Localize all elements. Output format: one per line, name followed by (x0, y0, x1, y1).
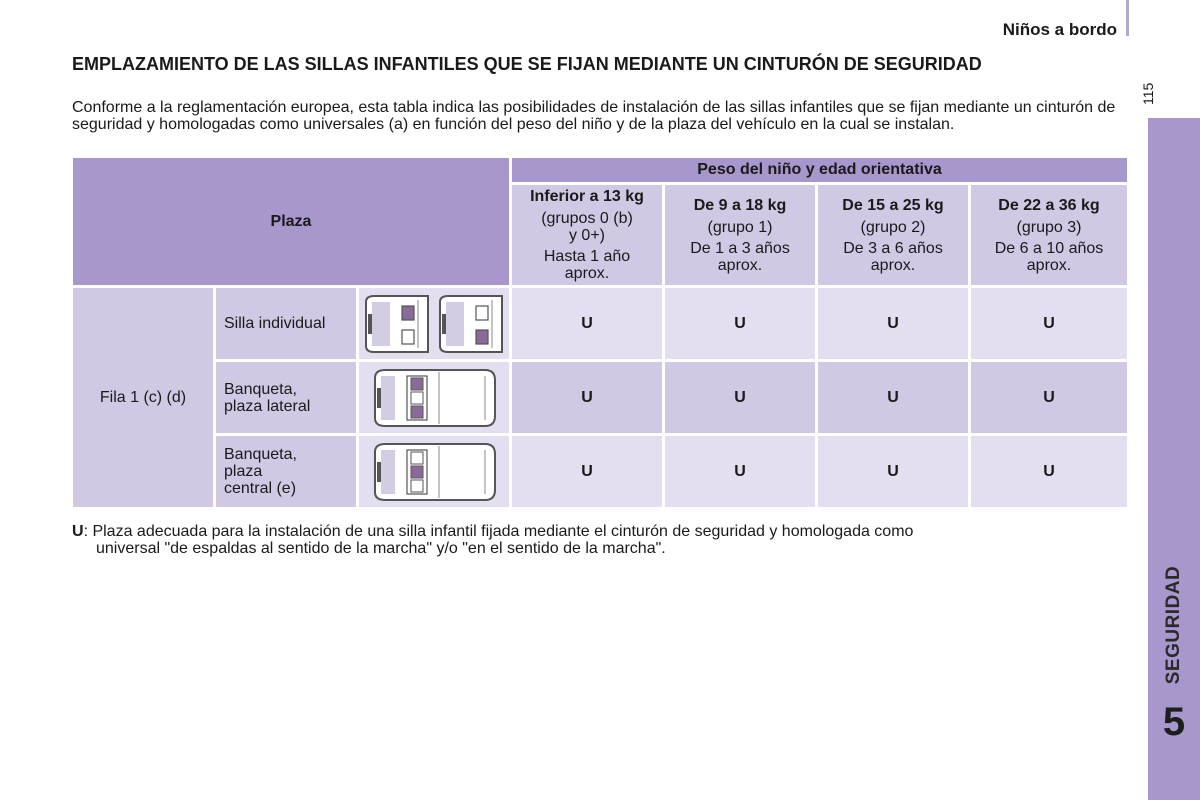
value-cell: U (971, 362, 1127, 433)
weight-header: Peso del niño y edad orientativa (512, 158, 1127, 182)
plaza-header: Plaza (73, 158, 509, 285)
car-diagram-icon (369, 440, 499, 504)
header-rule (1126, 0, 1129, 36)
column-header-3: De 22 a 36 kg (grupo 3) De 6 a 10 años aprox. (971, 185, 1127, 285)
value-cell: U (971, 288, 1127, 359)
value-cell: U (512, 436, 662, 507)
value-cell: U (512, 288, 662, 359)
chapter-label: SEGURIDAD (1163, 565, 1184, 685)
value-cell: U (818, 436, 968, 507)
table-row (73, 288, 1127, 359)
value-cell: U (665, 436, 815, 507)
intro-paragraph: Conforme a la reglamentación europea, esta tabla indica las posibilidades de instalación de las sillas infantiles que se fijan mediante un cinturón de seguridad y homologadas como universales (a) en función del peso del niño y de la plaza del vehículo en la cual se instalan. (72, 99, 1116, 133)
row-group-label: Fila 1 (c) (d) (73, 288, 213, 507)
car-diagram-icon (362, 292, 506, 356)
value-cell: U (818, 288, 968, 359)
footnote-text: : Plaza adecuada para la instalación de una silla infantil fijada mediante el cinturón de seguridad y homologada como (83, 523, 914, 540)
footnote-text-continued: universal "de espaldas al sentido de la marcha" y/o "en el sentido de la marcha". (96, 540, 666, 557)
value-cell: U (512, 362, 662, 433)
value-cell: U (665, 288, 815, 359)
column-header-0: Inferior a 13 kg (grupos 0 (b) y 0+) Hasta 1 año aprox. (512, 185, 662, 285)
value-cell: U (665, 362, 815, 433)
column-header-2: De 15 a 25 kg (grupo 2) De 3 a 6 años aprox. (818, 185, 968, 285)
page-number: 115 (1140, 82, 1156, 105)
chapter-side-tab (1148, 118, 1200, 800)
bench-center-diagram (359, 436, 509, 507)
footnote (72, 523, 1132, 557)
value-cell: U (818, 362, 968, 433)
footnote-key: U (72, 523, 84, 540)
chapter-number: 5 (1162, 700, 1186, 744)
running-header: Niños a bordo (1002, 20, 1117, 39)
table-row (73, 436, 1127, 507)
column-header-1: De 9 a 18 kg (grupo 1) De 1 a 3 años aprox. (665, 185, 815, 285)
single-seat-diagram (359, 288, 509, 359)
value-cell: U (971, 436, 1127, 507)
table-row (73, 362, 1127, 433)
seat-table (70, 155, 1130, 510)
row-label: Silla individual (216, 288, 356, 359)
section-title: EMPLAZAMIENTO DE LAS SILLAS INFANTILES QUE SE FIJAN MEDIANTE UN CINTURÓN DE SEGURIDAD (72, 54, 982, 74)
car-diagram-icon (369, 366, 499, 430)
bench-side-diagram (359, 362, 509, 433)
row-label: Banqueta, plaza central (e) (216, 436, 356, 507)
row-label: Banqueta, plaza lateral (216, 362, 356, 433)
